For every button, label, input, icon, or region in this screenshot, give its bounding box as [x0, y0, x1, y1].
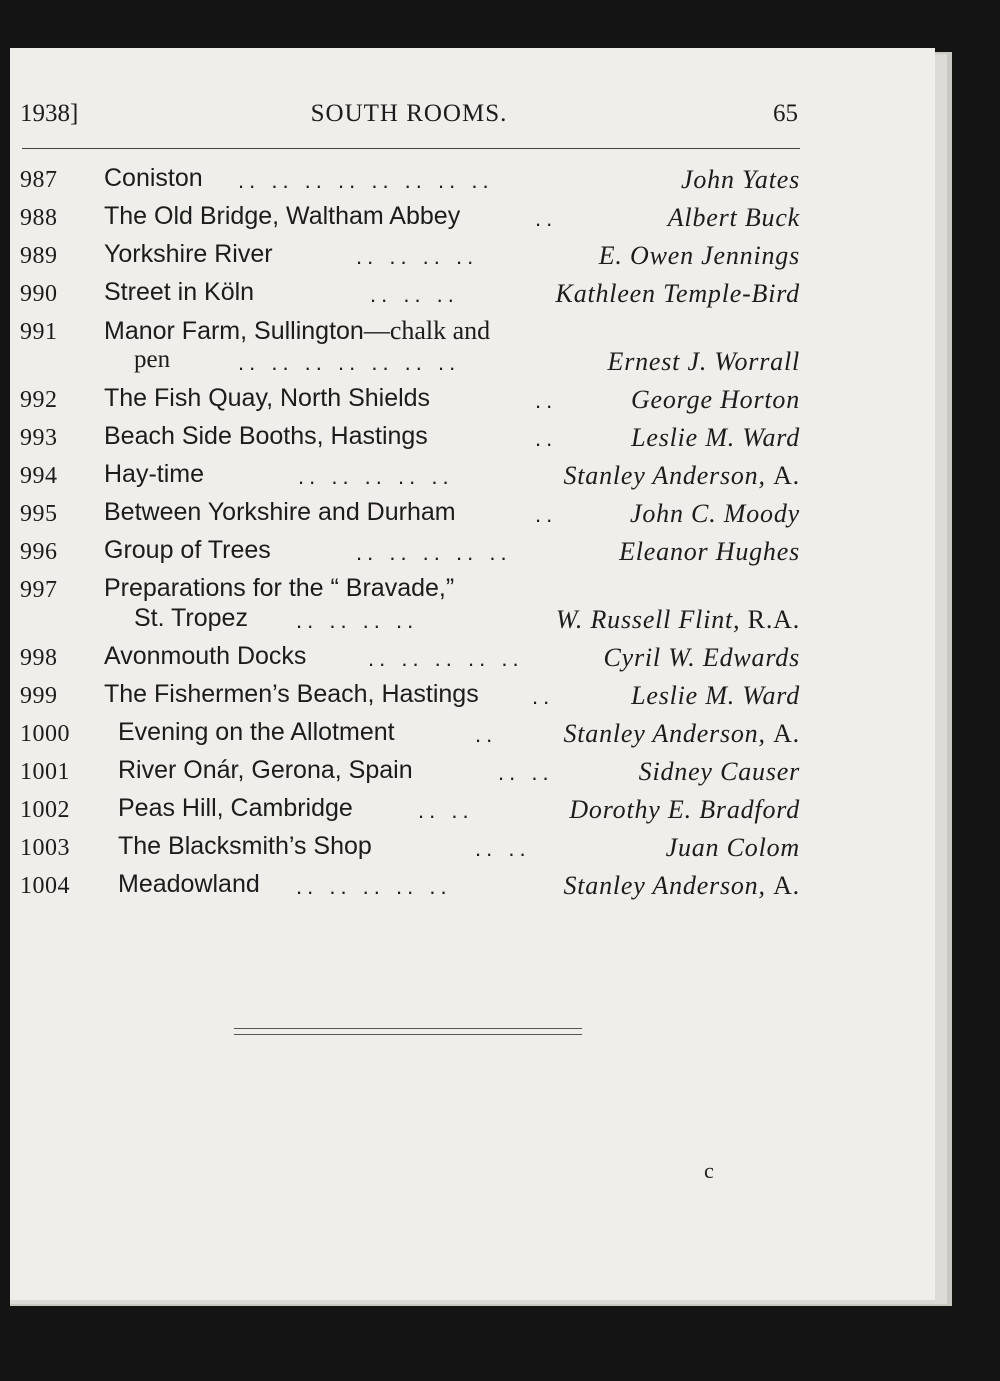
page-number: 65: [773, 100, 798, 127]
entry-title-text: Evening on the Allotment: [118, 718, 395, 746]
catalogue-entry: [20, 756, 800, 794]
artist-name-text: Ernest J. Worrall: [607, 347, 800, 376]
artist-name: [631, 423, 800, 453]
entry-title: [104, 498, 456, 527]
dot-leaders: ..: [532, 684, 555, 709]
artist-name: [631, 385, 800, 415]
dot-leaders: ..: [535, 502, 558, 527]
entry-title: [118, 794, 353, 823]
catalogue-entry: [20, 460, 800, 498]
dot-leaders: .. .. .. .. ..: [356, 540, 512, 565]
dot-leaders: .. .. ..: [370, 282, 459, 307]
header-title: SOUTH ROOMS.: [310, 100, 508, 127]
catalogue-entry: [20, 718, 800, 756]
artist-name-text: Albert Buck: [667, 203, 800, 232]
catalogue-entry: [20, 384, 800, 422]
artist-name-text: George Horton: [630, 385, 800, 414]
entry-title: [118, 756, 413, 785]
dot-leaders: .. .. .. .. ..: [298, 464, 454, 489]
artist-name: [666, 833, 800, 863]
entry-number: 995: [20, 501, 58, 527]
academy-suffix: A.: [773, 719, 800, 748]
catalogue-entry: [20, 574, 800, 642]
entry-number: 1002: [20, 797, 70, 823]
entry-title: [104, 164, 203, 193]
dot-leaders: .. .. .. .. .. .. .. ..: [238, 168, 494, 193]
entry-number: 994: [20, 463, 58, 489]
artist-name-text: Stanley Anderson,: [563, 871, 766, 900]
catalogue-entry: [20, 316, 800, 384]
artist-name: [556, 279, 800, 309]
entry-title-text: Manor Farm, Sullington: [104, 317, 364, 345]
entry-number: 992: [20, 387, 58, 413]
academy-suffix: A.: [773, 871, 800, 900]
entry-number: 988: [20, 205, 58, 231]
entry-title: [104, 460, 204, 489]
catalogue-entry: [20, 536, 800, 574]
end-rule: [234, 1028, 582, 1035]
catalogue-entry: [20, 642, 800, 680]
entry-list: [20, 164, 800, 908]
entry-number: 989: [20, 243, 58, 269]
entry-number: 991: [20, 319, 58, 345]
artist-name-text: Cyril W. Edwards: [603, 643, 800, 672]
artist-name: [563, 461, 800, 491]
entry-title-text: Avonmouth Docks: [104, 642, 307, 670]
catalogue-entry: [20, 498, 800, 536]
artist-name: [556, 605, 800, 635]
entry-number: 999: [20, 683, 58, 709]
catalogue-entry: [20, 278, 800, 316]
dot-leaders: .. ..: [418, 798, 474, 823]
dot-leaders: ..: [535, 388, 558, 413]
dot-leaders: .. .. .. .. ..: [296, 874, 452, 899]
artist-name-text: John Yates: [681, 165, 800, 194]
artist-name-text: John C. Moody: [630, 499, 800, 528]
artist-name-text: E. Owen Jennings: [598, 241, 800, 270]
artist-name: [630, 499, 800, 529]
entry-number: 1003: [20, 835, 70, 861]
dot-leaders: .. .. .. ..: [356, 244, 479, 269]
catalogue-entry: [20, 794, 800, 832]
entry-title-text: Group of Trees: [104, 536, 271, 564]
academy-suffix: A.: [773, 461, 800, 490]
dot-leaders: ..: [475, 722, 498, 747]
entry-title: [104, 422, 428, 451]
entry-number: 987: [20, 167, 58, 193]
entry-title: [104, 680, 479, 709]
header-rule: [22, 148, 800, 149]
entry-title-text: The Old Bridge, Waltham Abbey: [104, 202, 461, 230]
dot-leaders: .. .. .. .. .. .. ..: [238, 350, 461, 375]
artist-name-text: Dorothy E. Bradford: [569, 795, 800, 824]
entry-title-text: Coniston: [104, 164, 203, 192]
entry-number: 993: [20, 425, 58, 451]
dot-leaders: .. ..: [498, 760, 554, 785]
dot-leaders: ..: [535, 426, 558, 451]
academy-suffix: R.A.: [747, 605, 800, 634]
entry-number: 996: [20, 539, 58, 565]
entry-title-text: Between Yorkshire and Durham: [104, 498, 456, 526]
entry-title: [104, 574, 454, 603]
artist-name: [608, 347, 800, 377]
artist-name: [563, 871, 800, 901]
entry-title-text: Meadowland: [118, 870, 260, 898]
entry-title: [118, 832, 372, 861]
artist-name-text: Stanley Anderson,: [563, 461, 766, 490]
catalogue-entry: [20, 202, 800, 240]
catalogue-entry: [20, 832, 800, 870]
entry-title-text: Peas Hill, Cambridge: [118, 794, 353, 822]
entry-title: [104, 536, 271, 565]
entry-title: [104, 278, 254, 307]
entry-title-text: Preparations for the “ Bravade,”: [104, 574, 455, 602]
header-year: 1938]: [20, 100, 79, 127]
entry-title-continuation: St. Tropez: [134, 604, 248, 632]
entry-title-text: The Fish Quay, North Shields: [104, 384, 431, 412]
entry-title-text: Beach Side Booths, Hastings: [104, 422, 428, 450]
dot-leaders: .. ..: [475, 836, 531, 861]
artist-name: [599, 241, 800, 271]
catalogue-page: [10, 48, 935, 1300]
entry-number: 997: [20, 577, 58, 603]
entry-title: [104, 202, 460, 231]
artist-name: [619, 537, 800, 567]
artist-name-text: Sidney Causer: [638, 757, 800, 786]
artist-name-text: Leslie M. Ward: [631, 423, 800, 452]
artist-name-text: Juan Colom: [665, 833, 800, 862]
entry-title-text: Street in Köln: [104, 278, 255, 306]
artist-name: [681, 165, 800, 195]
entry-title: [104, 642, 306, 671]
entry-title-text: River Onár, Gerona, Spain: [118, 756, 413, 784]
artist-name-text: Leslie M. Ward: [631, 681, 800, 710]
artist-name-text: W. Russell Flint,: [555, 605, 741, 634]
artist-name: [668, 203, 800, 233]
entry-title: [118, 870, 260, 899]
catalogue-entry: [20, 680, 800, 718]
artist-name: [569, 795, 800, 825]
catalogue-entry: [20, 240, 800, 278]
entry-title: [104, 316, 490, 346]
entry-number: 998: [20, 645, 58, 671]
running-head: [20, 100, 798, 126]
signature-mark: c: [704, 1158, 714, 1183]
entry-title: [104, 240, 273, 269]
entry-title: [104, 384, 430, 413]
catalogue-entry: [20, 422, 800, 460]
entry-title-text: Hay-time: [104, 460, 205, 488]
entry-number: 990: [20, 281, 58, 307]
artist-name: [563, 719, 800, 749]
artist-name: [603, 643, 800, 673]
entry-title-continuation: pen: [134, 346, 171, 373]
entry-title: [118, 718, 395, 747]
entry-title-medium: —chalk and: [363, 316, 491, 345]
entry-number: 1001: [20, 759, 70, 785]
dot-leaders: ..: [535, 206, 558, 231]
entry-number: 1004: [20, 873, 70, 899]
dot-leaders: .. .. .. ..: [296, 608, 419, 633]
artist-name: [631, 681, 800, 711]
catalogue-entry: [20, 164, 800, 202]
artist-name: [639, 757, 800, 787]
artist-name-text: Eleanor Hughes: [619, 537, 800, 566]
artist-name-text: Stanley Anderson,: [563, 719, 766, 748]
dot-leaders: .. .. .. .. ..: [368, 646, 524, 671]
catalogue-entry: [20, 870, 800, 908]
entry-title-text: The Fishermen’s Beach, Hastings: [104, 680, 479, 708]
artist-name-text: Kathleen Temple-Bird: [555, 279, 800, 308]
entry-title-text: The Blacksmith’s Shop: [118, 832, 372, 860]
entry-number: 1000: [20, 721, 70, 747]
entry-title-text: Yorkshire River: [104, 240, 273, 268]
